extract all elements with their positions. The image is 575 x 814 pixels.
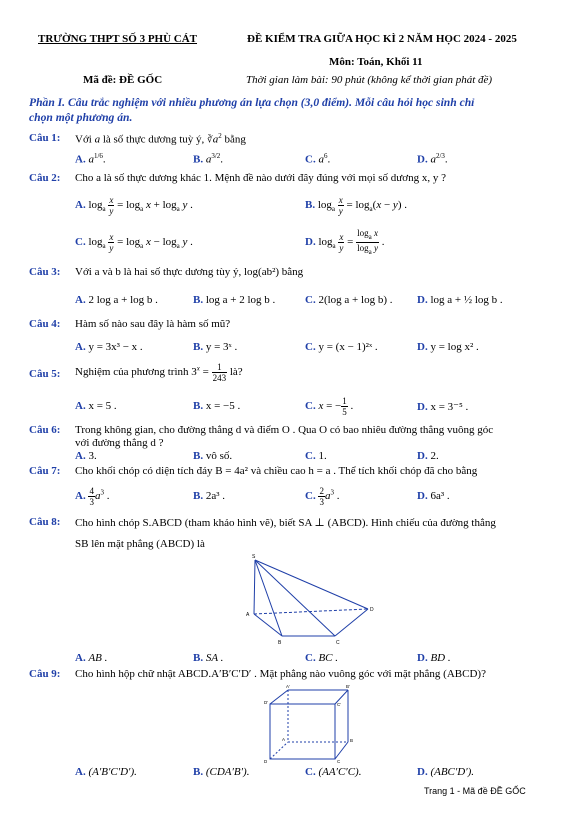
- q1-option-c[interactable]: C. $a^6$.: [305, 152, 331, 166]
- q6-text: Trong không gian, cho đường thẳng d và điểm O . Qua O có bao nhiêu đường thẳng vuông góc: [75, 424, 494, 436]
- svg-text:B′: B′: [346, 684, 350, 689]
- q5-option-d[interactable]: D. x = 3⁻⁵ .: [417, 401, 469, 413]
- q7-label: Câu 7:: [29, 465, 61, 477]
- q4-option-a[interactable]: A. y = 3x³ − x .: [75, 341, 143, 353]
- svg-text:A′: A′: [286, 684, 290, 689]
- q3-text: Với a và b là hai số thực dương tùy ý, log(ab²) bằng: [75, 266, 304, 278]
- exam-time: Thời gian làm bài: 90 phút (không kể thời gian phát đề): [246, 74, 493, 86]
- q8-text-2: SB lên mặt phẳng (ABCD) là: [75, 538, 205, 550]
- q8-option-d[interactable]: D. BD .: [417, 652, 451, 664]
- svg-text:A: A: [246, 612, 250, 618]
- svg-text:S: S: [252, 554, 256, 560]
- q7-option-b[interactable]: B. 2a³ .: [193, 490, 226, 502]
- q1-option-a[interactable]: A. $a^{1/6}$.: [75, 152, 106, 166]
- q2-option-d[interactable]: D. $\log_a$ $\frac{x}{y}$ = $\frac{\log_a x}{\log_a y}$ .: [305, 228, 385, 256]
- q4-option-b[interactable]: B. y = 3ˣ .: [193, 341, 238, 353]
- q9-label: Câu 9:: [29, 668, 61, 680]
- q4-option-c[interactable]: C. y = (x − 1)²ˣ .: [305, 341, 378, 353]
- q1-label: Câu 1:: [29, 132, 61, 144]
- q5-text: Nghiệm của phương trình $3^x$ = $\frac{1}{243}$ là?: [75, 362, 243, 383]
- q8-option-b[interactable]: B. SA .: [193, 652, 224, 664]
- q7-option-c[interactable]: C. $\frac{2}{3}$ $a^3$ .: [305, 486, 340, 507]
- q8-label: Câu 8:: [29, 516, 61, 528]
- q8-text: Cho hình chóp S.ABCD (tham khảo hình vẽ), biết SA ⊥ (ABCD). Hình chiếu của đường thẳng: [75, 517, 496, 529]
- svg-text:D′: D′: [264, 700, 269, 705]
- q7-text: Cho khối chóp có diện tích đáy B = 4a² và chiều cao h = a . Thể tích khối chóp đã cho bằng: [75, 465, 478, 477]
- pyramid-figure: [230, 552, 380, 652]
- q2-option-c[interactable]: C. $\log_a$ $\frac{x}{y}$ = $\log_a x - \log_a y$ .: [75, 232, 193, 253]
- q6-text-2: với đường thẳng d ?: [75, 437, 164, 449]
- q3-option-d[interactable]: D. log a + ½ log b .: [417, 294, 503, 306]
- q5-option-b[interactable]: B. x = −5 .: [193, 400, 241, 412]
- q1-option-d[interactable]: D. $a^{2/3}$.: [417, 152, 448, 166]
- q6-label: Câu 6:: [29, 424, 61, 436]
- box-figure: [260, 684, 360, 764]
- exam-code: Mã đề: ĐỀ GỐC: [83, 74, 163, 86]
- q4-text: Hàm số nào sau đây là hàm số mũ?: [75, 318, 231, 330]
- q2-label: Câu 2:: [29, 172, 61, 184]
- q3-label: Câu 3:: [29, 266, 61, 278]
- q1-text: Với a là số thực dương tuỳ ý, $∛a^2$ bằng: [75, 132, 246, 146]
- q4-label: Câu 4:: [29, 318, 61, 330]
- q4-option-d[interactable]: D. y = log x² .: [417, 341, 479, 353]
- q7-option-a[interactable]: A. $\frac{4}{3}$ $a^3$ .: [75, 486, 110, 507]
- svg-text:C: C: [337, 759, 341, 764]
- school-name: TRƯỜNG THPT SỐ 3 PHÙ CÁT: [38, 33, 198, 45]
- svg-text:D: D: [264, 759, 268, 764]
- q2-option-b[interactable]: B. $\log_a$ $\frac{x}{y}$ = $\log_a(x - y)$ .: [305, 195, 407, 216]
- q9-option-d[interactable]: D. (ABC′D′).: [417, 766, 475, 778]
- q2-text: Cho a là số thực dương khác 1. Mệnh đề nào dưới đây đúng với mọi số dương x, y ?: [75, 172, 446, 184]
- q3-option-c[interactable]: C. 2(log a + log b) .: [305, 294, 393, 306]
- q5-option-c[interactable]: C. x = − $\frac{1}{5}$ .: [305, 396, 354, 417]
- exam-title: ĐỀ KIỂM TRA GIỮA HỌC KÌ 2 NĂM HỌC 2024 - 2025: [247, 33, 517, 45]
- q6-option-b[interactable]: B. vô số.: [193, 450, 233, 462]
- svg-text:D: D: [370, 607, 374, 613]
- q9-option-c[interactable]: C. (AA′C′C).: [305, 766, 362, 778]
- svg-text:B: B: [350, 738, 354, 743]
- q6-option-a[interactable]: A. 3.: [75, 450, 97, 462]
- q3-option-b[interactable]: B. log a + 2 log b .: [193, 294, 276, 306]
- q9-option-b[interactable]: B. (CDA′B′).: [193, 766, 250, 778]
- q5-option-a[interactable]: A. x = 5 .: [75, 400, 117, 412]
- q1-option-b[interactable]: B. $a^{3/2}$.: [193, 152, 224, 166]
- q9-option-a[interactable]: A. (A′B′C′D′).: [75, 766, 137, 778]
- q7-option-d[interactable]: D. 6a³ .: [417, 490, 450, 502]
- q8-option-a[interactable]: A. AB .: [75, 652, 108, 664]
- part1-title: Phần I. Câu trắc nghiệm với nhiều phương án lựa chọn (3,0 điểm). Mỗi câu hỏi học sinh chỉ: [29, 96, 475, 109]
- q5-label: Câu 5:: [29, 368, 61, 380]
- q8-option-c[interactable]: C. BC .: [305, 652, 339, 664]
- svg-text:A: A: [282, 737, 286, 742]
- q6-option-d[interactable]: D. 2.: [417, 450, 439, 462]
- q6-option-c[interactable]: C. 1.: [305, 450, 327, 462]
- q2-option-a[interactable]: A. $\log_a$ $\frac{x}{y}$ = $\log_a x + \log_a y$ .: [75, 195, 193, 216]
- subject: Môn: Toán, Khối 11: [329, 56, 423, 68]
- page-footer: Trang 1 - Mã đề ĐỀ GỐC: [424, 786, 526, 796]
- q9-text: Cho hình hộp chữ nhật ABCD.A′B′C′D′ . Mặt phẳng nào vuông góc với mặt phẳng (ABCD)?: [75, 668, 486, 680]
- part1-title-2: chọn một phương án.: [29, 111, 133, 124]
- svg-text:C′: C′: [337, 702, 342, 707]
- svg-text:B: B: [278, 640, 282, 646]
- q3-option-a[interactable]: A. 2 log a + log b .: [75, 294, 158, 306]
- svg-text:C: C: [336, 640, 340, 646]
